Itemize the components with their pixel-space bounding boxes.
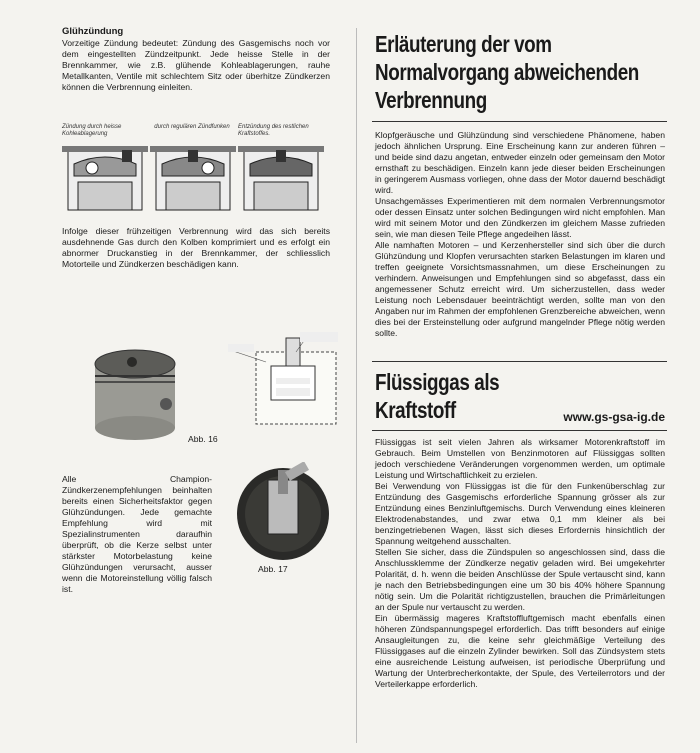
website-link[interactable]: www.gs-gsa-ig.de — [563, 410, 665, 424]
abb16-caption: Abb. 16 — [188, 434, 218, 444]
lpg-rule — [372, 430, 667, 431]
lpg-title-line-1: Flüssiggas als — [375, 369, 500, 395]
spark-plug-photo — [228, 462, 338, 562]
glow-paragraph: Vorzeitige Zündung bedeutet: Zündung des Gasgemischs noch vor dem eingestellten Zündzeitpunkt. Jede heisse Stelle in der Brennkammer, wie z.B. glühende Kohleablagerungen, rauhe Metallkanten, Ventile mit schlechtem Sitz oder überhitze Zündkerzen können die Verbrennung einleiten. — [62, 38, 330, 92]
paragraph-lpg-mixture: Ein übermässig mageres Kraftstoffluftgemisch macht ebenfalls einen höheren Zündspannungspegel erforderlich. Das trifft besonders auf einige Ansaugleitungen zu, die keine sehr gleichmäßige Verteilung des Flüssiggases auf die einzeln Zylinder bewirken. Soll das Zündsystem stets eine ausreichende Leistung aufweisen, ist periodische Überprüfung und Wartung der Unterbrecherkontakte, der Spule, des Verteilerrotors und der Verteilerkappe erforderlich. — [375, 613, 665, 689]
right-body-2 — [375, 437, 665, 690]
lpg-title-block — [375, 368, 665, 424]
paragraph-manufacturers: Alle namhaften Motoren – und Kerzenhersteller sind sich über die durch Glühzündung und Klopfen verursachten starken Belastungen im klaren und treffen geeignete Vorsichtsmassnahmen, um diese Erscheinungen zu verhindern. Anweisungen und Empfehlungen sind so abgefasst, dass ein angemessener Schutz erreicht wird. Um sicherzustellen, dass weder Leistung noch Lebensdauer beeinträchtigt werden, sollte man von den Angaben nur im Rahmen der empfohlenen Grenzbereiche abweichen, wenn dies bei der Ersteinstellung oder aufgrund mangelnder Pflege nötig werden sollte. — [375, 240, 665, 338]
abb17-caption: Abb. 17 — [258, 564, 288, 574]
paragraph-lpg-voltage: Bei Verwendung von Flüssiggas ist die für den Funkenüberschlag zur Entzündung des Gasgemischs erforderliche Spannung grösser als zur Entzündung eines Benzinluftgemischs. Durch Verwendung eines kleineren Elektrodenabstandes, und zwar etwa 0,1 mm kleiner als bei benzingetriebenen Wagen, lässt sich dieses Erfordernis hinsichtlich der Spannung weitgehend ausschalten. — [375, 481, 665, 546]
spark-plug-schematic — [226, 332, 341, 440]
glow-heading: Glühzündung — [62, 26, 124, 37]
column-divider — [356, 28, 357, 743]
piston-diagrams — [62, 124, 324, 216]
fig-label-2: durch regulären Zündfunken — [154, 124, 230, 130]
after-figure-paragraph: Infolge dieser frühzeitigen Verbrennung wird das sich bereits ausdehnende Gas durch den Kolben komprimiert und es erfolgt ein abnormer Druckanstieg in der Brennkammer, der schliesslich Motorteile und Zündkerzen beschädigen kann. — [62, 226, 330, 269]
title-rule — [372, 121, 667, 122]
piston-diagram-3 — [238, 146, 324, 210]
piston-diagram-1 — [62, 146, 148, 210]
champion-paragraph: Alle Champion-Zündkerzenempfehlungen beinhalten bereits einen Sicherheitsfaktor gegen Glühzündungen. Jede gemachte Empfehlung wird mit Spezialinstrumenten daraufhin überprüft, ob die Kerze selbst unter stärkster Motorbelastung keine Glühzündungen verursacht, ausser wenn die Motoreinstellung völlig falsch ist. — [62, 474, 212, 594]
paragraph-lpg-polarity: Stellen Sie sicher, dass die Zündspulen so angeschlossen sind, dass die Anschlussklemme der Zündkerze negativ geladen wird. Bei umgekehrter Polarität, d. h. wenn die beiden Anschlüsse der Spule vertauscht sind, kann je nach den Betriebsbedingungen eine um 30 bis 40% höhere Spannung nötig sein. Um die Polarität richtigzustellen, brauchen die Primärleitungen an der Spule nur vertauscht zu werden. — [375, 547, 665, 612]
title-line-3: Verbrennung — [375, 87, 487, 113]
section-rule — [372, 361, 667, 362]
piston-diagram-2 — [150, 146, 236, 210]
right-column — [375, 30, 663, 114]
fig-label-1: Zündung durch heisse Kohleablagerung — [62, 124, 122, 137]
paragraph-experiments: Unsachgemässes Experimentieren mit dem normalen Verbrennungsmotor oder dessen Einsatz unter solchen Bedingungen wird nicht empfohlen. Man wird mit seinem Motor und den Zündkerzen im gleichem Masse zufrieden sein, wie man diesen Teile Pflege angedeihen lässt. — [375, 196, 665, 239]
left-column — [62, 26, 330, 93]
paragraph-lpg-intro: Flüssiggas ist seit vielen Jahren als wirksamer Motorenkraftstoff im Gebrauch. Beim Umstellen von Benzinmotoren auf Flüssiggas sollten jedoch verschiedene Veränderungen vorgenommen werden, um optimale Leistung und Wirtschaftlichkeit zu erzielen. — [375, 437, 665, 480]
combustion-figure — [62, 124, 324, 216]
fig-label-3: Entzündung des restlichen Kraftstoffes. — [238, 124, 309, 137]
paragraph-knocking: Klopfgeräusche und Glühzündung sind verschiedene Phänomene, haben jedoch ähnlichen Ursprung. Eine Erscheinung kann zur anderen führen – und beide sind dazu angetan, entweder einzeln oder gemeinsam den Motor ernsthaft zu beschädigen. Einzeln kann jede dieser beiden Erscheinungen in geringerem Ausmass vorliegen, ohne dass der Motor dauernd beschädigt wird. — [375, 130, 665, 195]
piston-photo — [80, 340, 190, 450]
right-body-1 — [375, 130, 665, 339]
title-line-1: Erläuterung der vom — [375, 31, 552, 57]
lpg-title-line-2: Kraftstoff — [375, 397, 456, 423]
title-line-2: Normalvorgang abweichenden — [375, 59, 639, 85]
